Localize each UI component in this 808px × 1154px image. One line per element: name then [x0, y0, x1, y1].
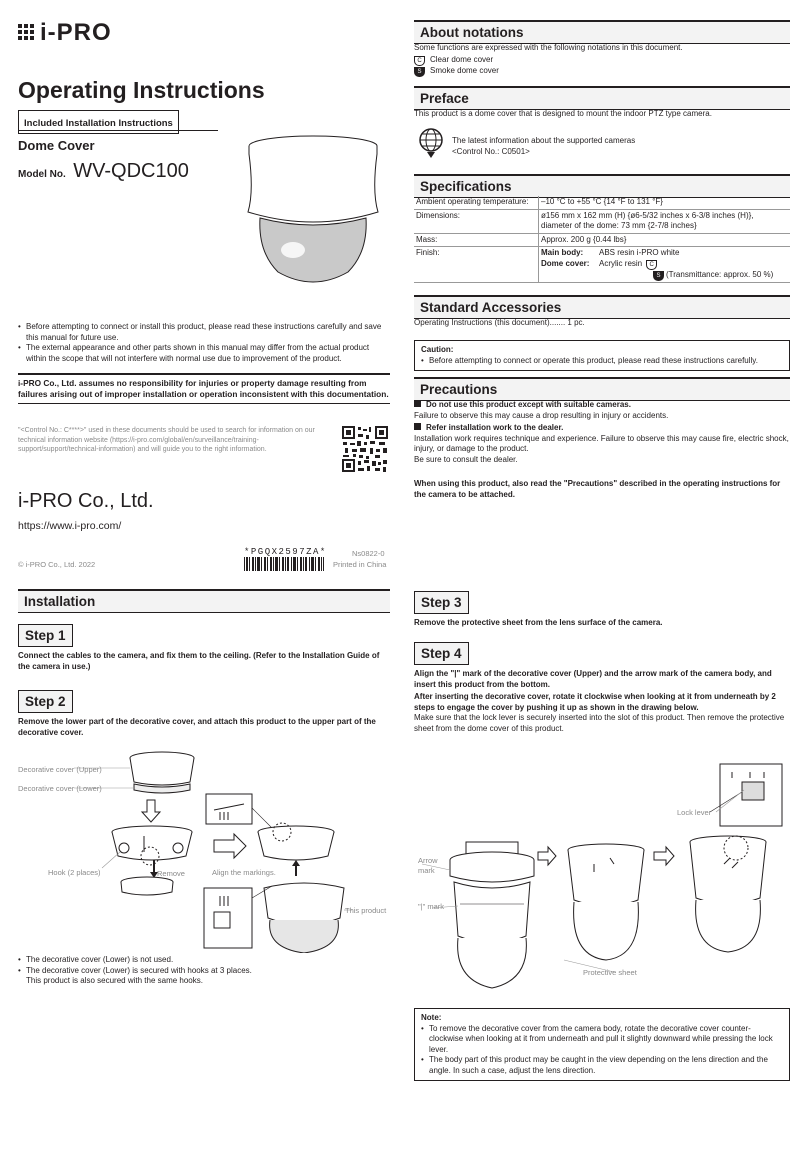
step2-illustration: [14, 748, 394, 953]
spec-row-dim: [414, 209, 790, 233]
accessories-text: Operating Instructions (this document)....... 1 pc.: [414, 318, 585, 327]
precaution-2-body: Installation work requires technique and experience. Failure to observe this may cause fire, electric shock, injury, or damage to the product.: [414, 433, 789, 453]
printed-in: Printed in China: [333, 560, 387, 569]
logo-text: i-PRO: [40, 19, 112, 46]
specs-title: Specifications: [420, 179, 512, 194]
barcode-text: *PGQX2597ZA*: [244, 547, 327, 557]
globe-icon: [418, 127, 444, 159]
specs-header: [414, 174, 790, 198]
step2-text: Remove the lower part of the decorative cover, and attach this product to the upper part of the decorative cover.: [18, 717, 376, 737]
label-protective-sheet: Protective sheet: [583, 968, 637, 977]
note-box: [414, 1008, 790, 1081]
precaution-1-head-text: Do not use this product except with suitable cameras.: [426, 400, 631, 409]
main-body-label: Main body:: [541, 248, 584, 257]
installation-title: Installation: [24, 594, 96, 609]
about-title: About notations: [420, 25, 524, 40]
precaution-2-head-text: Refer installation work to the dealer.: [426, 423, 564, 432]
preface-text: This product is a dome cover that is designed to mount the indoor PTZ type camera.: [414, 109, 712, 118]
spec-value: [539, 209, 791, 233]
step2-note-2-line1: The decorative cover (Lower) is secured with hooks at 3 places.: [26, 965, 252, 975]
about-item-smoke-label: Smoke dome cover: [430, 65, 499, 75]
spec-value-line: ø156 mm x 162 mm (H) {ø6-5/32 inches x 6-3/8 inches (H)},: [541, 210, 754, 220]
label-arrow-mark: Arrow mark: [418, 856, 438, 875]
step4-badge: [414, 642, 469, 665]
preface-info-line2: <Control No.: C0501>: [452, 146, 530, 156]
spec-row-mass: [414, 233, 790, 247]
step2-note-2: [18, 966, 388, 987]
dome-cover-value: Acrylic resin: [599, 258, 643, 268]
spec-label: Finish:: [414, 247, 539, 283]
label-this-product: This product: [345, 906, 387, 915]
note-item-1: • To remove the decorative cover from the camera body, rotate the decorative cover counter-clockwise when looking at it from underneath and pull it slightly downward while pressing the lock lever.: [421, 1024, 783, 1056]
clear-dome-icon: C: [414, 56, 425, 66]
about-intro: Some functions are expressed with the following notations in this document.: [414, 43, 683, 52]
step4-label: Step 4: [421, 646, 462, 661]
about-section: [414, 43, 790, 77]
step2-note-2-line2: This product is also secured with the same hooks.: [26, 976, 203, 985]
spec-label: Ambient operating temperature:: [414, 196, 539, 209]
spec-value: –10 °C to +55 °C {14 °F to 131 °F}: [539, 196, 791, 209]
preface-header: [414, 86, 790, 110]
smoke-dome-icon: S: [653, 271, 664, 281]
step3-label: Step 3: [421, 595, 462, 610]
subtitle: Included Installation Instructions: [24, 118, 173, 129]
model-line: [18, 160, 189, 183]
precautions-header: [414, 377, 790, 401]
square-bullet-icon: [414, 400, 421, 407]
brand-logo: [18, 18, 118, 53]
label-hook: Hook (2 places): [48, 868, 101, 877]
spec-value: Approx. 200 g {0.44 lbs}: [539, 233, 791, 247]
step4-text-2: After inserting the decorative cover, rotate it clockwise when looking at it from underneath by 2 steps to engage the cover by pushing it up as shown in the drawing below.: [414, 692, 776, 712]
step1-badge: [18, 624, 73, 647]
label-cover-lower: Decorative cover (Lower): [18, 784, 102, 793]
disclaimer-box: [18, 373, 390, 404]
step3-text: Remove the protective sheet from the lens surface of the camera.: [414, 618, 663, 627]
spec-label: Mass:: [414, 233, 539, 247]
company-url[interactable]: https://www.i-pro.com/: [18, 520, 122, 532]
step4-text: [414, 669, 790, 734]
model-label: Model No.: [18, 169, 66, 180]
precautions-closing: When using this product, also read the "Precautions" described in the operating instructions for the camera to be attached.: [414, 479, 781, 499]
cover-notes: [18, 322, 390, 364]
main-body-value: ABS resin i-PRO white: [599, 248, 680, 257]
barcode-icon: [244, 557, 324, 571]
step3-badge: [414, 591, 469, 614]
specs-table-wrap: [414, 196, 790, 283]
title-rule: [18, 130, 218, 131]
step1-text: Connect the cables to the camera, and fix them to the ceiling. (Refer to the Installation Guide of the camera in use.): [18, 651, 380, 671]
step2-note-1: • The decorative cover (Lower) is not used.: [18, 955, 388, 966]
dome-cover-illustration: [238, 132, 388, 287]
step4-text-3: Make sure that the lock lever is securely inserted into the slot of this product. Then remove the protective sheet from the dome cover of this product.: [414, 713, 785, 733]
label-bar-mark: "|" mark: [418, 902, 445, 911]
spec-value-line: diameter of the dome: 73 mm {2-7/8 inches}: [541, 221, 697, 230]
step4-illustration: [414, 760, 790, 992]
note-title: Note:: [421, 1013, 442, 1022]
model-number: WV-QDC100: [73, 160, 189, 182]
specs-table: [414, 196, 790, 283]
label-align: Align the markings.: [212, 868, 276, 877]
accessories-title: Standard Accessories: [420, 300, 562, 315]
clear-dome-icon: C: [646, 260, 657, 270]
disclaimer-text: i-PRO Co., Ltd. assumes no responsibility for injuries or property damage resulting from failures arising out of improper installation or operation inconsistent with this documentation.: [18, 378, 389, 399]
step1-label: Step 1: [25, 628, 66, 643]
spec-value: [539, 247, 791, 283]
smoke-dome-icon: S: [414, 67, 425, 77]
barcode-block: [244, 547, 327, 576]
step2-badge: [18, 690, 73, 713]
company-name: i-PRO Co., Ltd.: [18, 490, 154, 512]
about-item-smoke: [414, 66, 790, 77]
transmittance: (Transmittance: approx. 50 %): [666, 269, 774, 279]
spec-row-finish: [414, 247, 790, 283]
label-remove: Remove: [157, 869, 185, 878]
label-cover-upper: Decorative cover (Upper): [18, 765, 102, 774]
copyright: © i-PRO Co., Ltd. 2022: [18, 560, 96, 569]
about-item-clear: [414, 55, 790, 66]
accessories-header: [414, 295, 790, 319]
spec-row-temp: [414, 196, 790, 209]
doc-number: Ns0822-0: [352, 549, 385, 558]
precaution-1-body: Failure to observe this may cause a drop resulting in injury or accidents.: [414, 410, 669, 420]
preface-info: [452, 136, 635, 157]
preface-info-line1: The latest information about the supported cameras: [452, 136, 636, 145]
caution-box: [414, 340, 790, 371]
cover-note-1: • Before attempting to connect or install this product, please read these instructions carefully and save this manual for future use.: [18, 322, 390, 343]
product-name: Dome Cover: [18, 138, 95, 153]
note-item-2: • The body part of this product may be caught in the view depending on the lens direction and the angle. In such a case, adjust the lens direction.: [421, 1055, 783, 1076]
cover-note-2: • The external appearance and other parts shown in this manual may differ from the actual product within the scope that will not interfere with normal use due to improvement of the product.: [18, 343, 390, 364]
step2-notes: [18, 955, 388, 987]
precaution-2-body2: Be sure to consult the dealer.: [414, 454, 518, 464]
step4-text-1: Align the "|" mark of the decorative cover (Upper) and the arrow mark of the camera body, and insert this product from the bottom.: [414, 669, 772, 689]
label-lock-lever: Lock lever: [677, 808, 712, 817]
about-item-clear-label: Clear dome cover: [430, 54, 494, 64]
step2-label: Step 2: [25, 694, 66, 709]
spec-label: Dimensions:: [414, 209, 539, 233]
caution-title: Caution:: [421, 345, 454, 354]
qr-code-icon: [342, 426, 388, 472]
preface-title: Preface: [420, 91, 469, 106]
installation-header: [18, 589, 390, 613]
caution-text: • Before attempting to connect or operate this product, please read these instructions carefully.: [421, 356, 783, 367]
square-bullet-icon: [414, 423, 421, 430]
dome-cover-label: Dome cover:: [541, 258, 590, 268]
page-title: Operating Instructions: [18, 77, 265, 103]
precaution-2-head: [414, 423, 790, 434]
control-note: "<Control No.: C****>" used in these documents should be used to search for information on our technical information website (https://i-pro.com/global/en/surveillance/training-support/support/technical-information) and will guide you to the right information.: [18, 427, 315, 453]
precaution-1-head: [414, 400, 790, 411]
precautions-body: [414, 400, 790, 500]
precautions-title: Precautions: [420, 382, 498, 397]
about-header: [414, 20, 790, 44]
